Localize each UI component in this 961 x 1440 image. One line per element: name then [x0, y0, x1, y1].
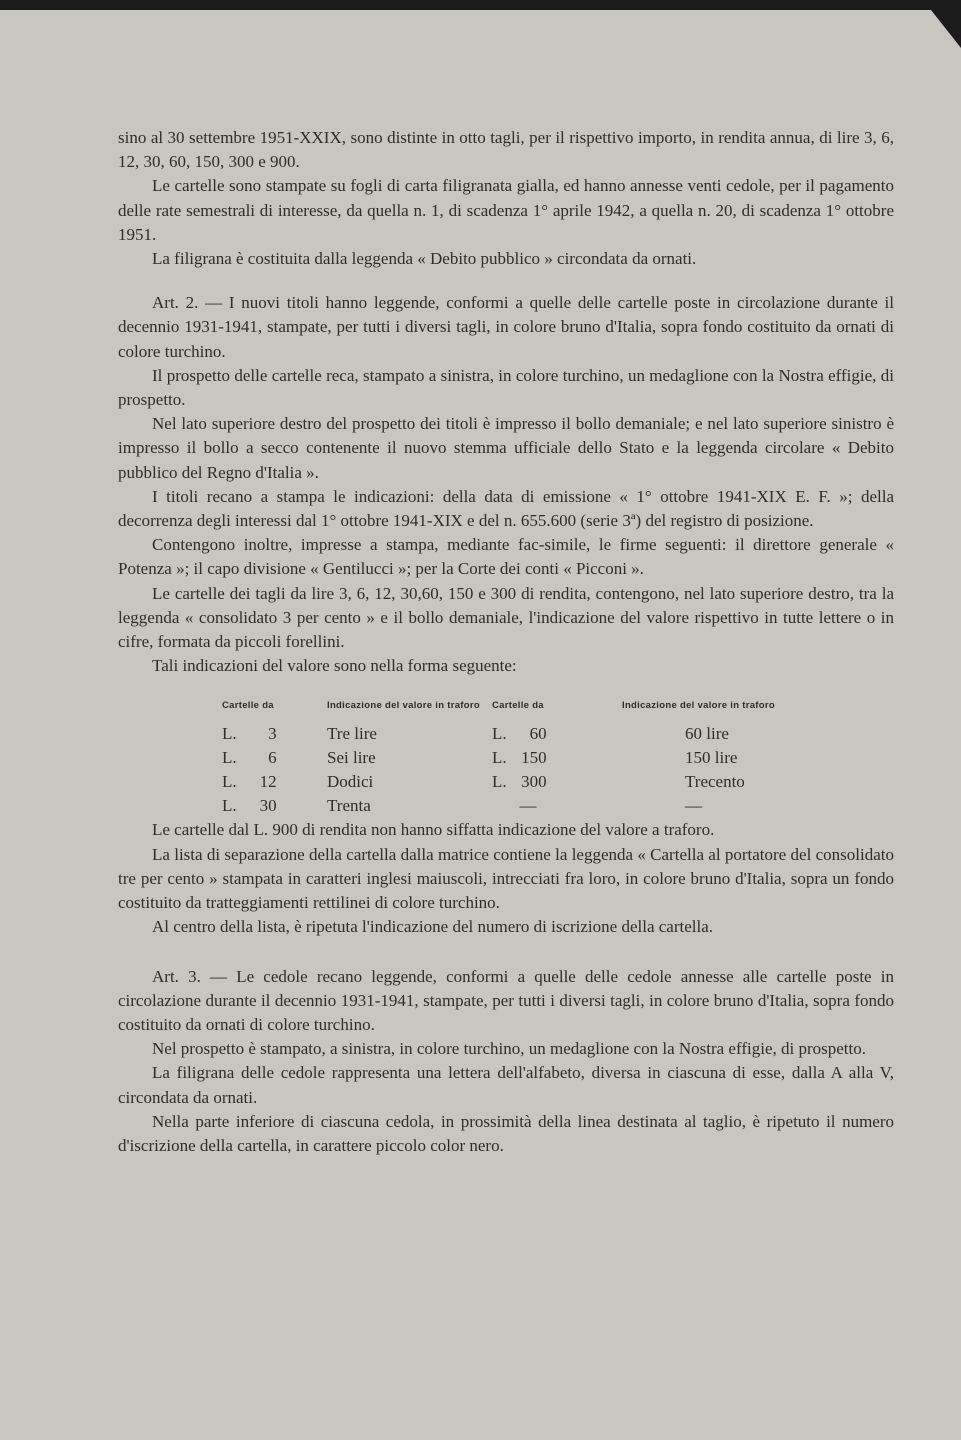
- table-row: [118, 722, 894, 746]
- value-text: Trenta: [327, 796, 371, 816]
- document-body: [118, 126, 894, 1158]
- amount: 30: [259, 796, 277, 816]
- paragraph: Al centro della lista, è ripetuta l'indicazione del numero di iscrizione della cartella.: [152, 917, 713, 937]
- value-text: Dodici: [327, 772, 374, 792]
- paragraph: Tali indicazioni del valore sono nella forma seguente:: [152, 656, 517, 676]
- prefix: L.: [222, 772, 237, 792]
- paragraph: Nel lato superiore destro del prospetto dei titoli è impresso il bollo demaniale; e nel lato superiore sinistro è impresso il bollo a secco contenente il nuovo stemma ufficiale dello Stato e la leggenda circolare « Debito pubblico del Regno d'Italia ».: [118, 414, 894, 482]
- amount: 150: [521, 747, 547, 767]
- amount: 60: [529, 723, 547, 743]
- table-header: Indicazione del valore in traforo: [622, 700, 775, 712]
- amount: 3: [268, 723, 277, 743]
- prefix: L.: [222, 723, 237, 743]
- paragraph: sino al 30 settembre 1951-XXIX, sono distinte in otto tagli, per il rispettivo importo, in rendita annua, di lire 3, 6, 12, 30, 60, 150, 300 e 900.: [118, 128, 894, 172]
- prefix: L.: [492, 772, 507, 792]
- paragraph: Nel prospetto è stampato, a sinistra, in colore turchino, un medaglione con la Nostra effigie, di prospetto.: [152, 1039, 866, 1059]
- value-text: Trecento: [685, 772, 745, 792]
- paragraph: La filigrana è costituita dalla leggenda « Debito pubblico » circondata da ornati.: [152, 249, 697, 269]
- prefix: L.: [492, 723, 507, 743]
- value-text: 150 lire: [685, 747, 738, 767]
- dash: —: [519, 796, 537, 816]
- prefix: L.: [222, 796, 237, 816]
- table-header: Cartelle da: [492, 700, 544, 712]
- paragraph: La lista di separazione della cartella dalla matrice contiene la leggenda « Cartella al portatore del consolidato tre per cento » stampata in caratteri inglesi maiuscoli, intrecciati fra loro, in colore bruno d'Italia, sopra un fondo costituito da tratteggiamenti rettilinei di colore turchino.: [118, 844, 894, 913]
- value-text: Tre lire: [327, 723, 377, 743]
- paragraph: Nella parte inferiore di ciascuna cedola, in prossimità della linea destinata al taglio, è ripetuto il numero d'iscrizione della cartella, in carattere piccolo color nero.: [118, 1111, 894, 1155]
- paragraph: Le cartelle dei tagli da lire 3, 6, 12, 30,60, 150 e 300 di rendita, contengono, nel lato superiore destro, tra la leggenda « consolidato 3 per cento » e il bollo demaniale, l'indicazione del valore rispettivo in tutte lettere o in cifre, formata da piccoli forellini.: [118, 583, 894, 652]
- paragraph: Le cartelle sono stampate su fogli di carta filigranata gialla, ed hanno annesse venti cedole, per il pagamento delle rate semestrali di interesse, da quella n. 1, di scadenza 1° aprile 1942, a quella n. 20, di scadenza 1° ottobre 1951.: [118, 176, 894, 244]
- value-text: Sei lire: [327, 747, 376, 767]
- value-text: 60 lire: [685, 723, 729, 743]
- article-2-paragraph: Art. 2. — I nuovi titoli hanno leggende, conformi a quelle delle cartelle poste in circolazione durante il decennio 1931-1941, stampate, per tutti i diversi tagli, in colore bruno d'Italia, sopra fondo costituito da ornati di colore turchino.: [118, 293, 894, 361]
- paragraph: Il prospetto delle cartelle reca, stampato a sinistra, in colore turchino, un medaglione con la Nostra effigie, di prospetto.: [118, 365, 894, 410]
- paragraph: I titoli recano a stampa le indicazioni: della data di emissione « 1° ottobre 1941-XIX E. F. »; della decorrenza degli interessi dal 1° ottobre 1941-XIX e del n. 655.600 (serie 3ª) del registro di posizione.: [118, 486, 894, 531]
- article-3-paragraph: Art. 3. — Le cedole recano leggende, conformi a quelle delle cedole annesse alle cartelle poste in circolazione durante il decennio 1931-1941, stampate, per tutti i diversi tagli, in colore bruno d'Italia, sopra fondo costituito da ornati di colore turchino.: [118, 966, 894, 1034]
- value-text: —: [685, 796, 702, 816]
- table-row: [118, 794, 894, 818]
- table-header: Cartelle da: [222, 700, 274, 712]
- amount: 12: [259, 772, 277, 792]
- table-row: [118, 770, 894, 794]
- table-row: [118, 746, 894, 770]
- paragraph: Le cartelle dal L. 900 di rendita non hanno siffatta indicazione del valore a traforo.: [152, 820, 715, 840]
- values-table: [118, 694, 894, 818]
- prefix: L.: [492, 747, 507, 767]
- paragraph: Contengono inoltre, impresse a stampa, mediante fac-simile, le firme seguenti: il direttore generale « Potenza »; il capo divisione « Gentilucci »; per la Corte dei conti « Picconi ».: [118, 535, 894, 579]
- scanned-page: [0, 10, 961, 1440]
- prefix: L.: [222, 747, 237, 767]
- table-header: Indicazione del valore in traforo: [327, 700, 480, 712]
- amount: 6: [268, 747, 277, 767]
- amount: 300: [521, 772, 547, 792]
- paragraph: La filigrana delle cedole rappresenta una lettera dell'alfabeto, diversa in ciascuna di esse, dalla A alla V, circondata da ornati.: [118, 1063, 894, 1107]
- page-corner-shadow: [931, 10, 961, 48]
